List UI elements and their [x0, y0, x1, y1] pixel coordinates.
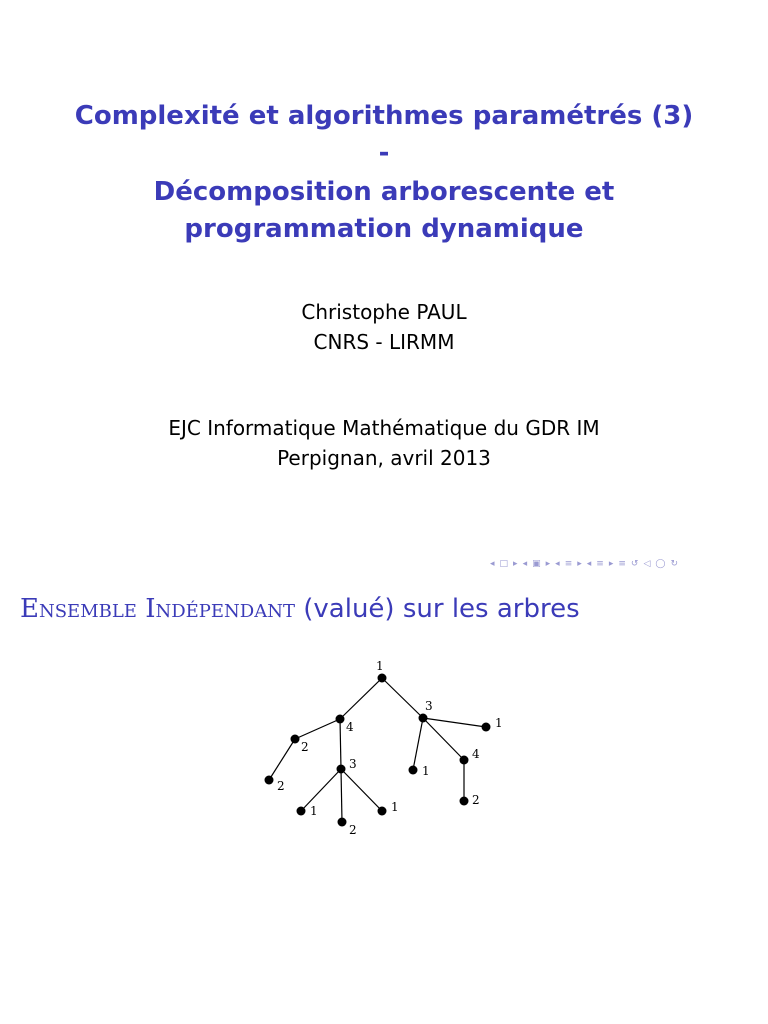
tree-node — [460, 756, 469, 765]
tree-node-weight-label: 2 — [472, 793, 480, 807]
nav-doc-prev-icon[interactable]: ◂ — [586, 559, 592, 569]
tree-edge — [382, 678, 423, 718]
tree-node — [378, 807, 387, 816]
nav-doc-next-icon[interactable]: ▸ — [608, 559, 614, 569]
tree-node-weight-label: 2 — [277, 779, 285, 793]
nav-search-icon[interactable]: ◯ — [655, 559, 666, 569]
event: EJC Informatique Mathématique du GDR IM — [168, 416, 600, 440]
tree-node-weight-label: 1 — [376, 659, 384, 673]
affiliation: CNRS - LIRMM — [313, 330, 455, 354]
tree-edge — [423, 718, 486, 727]
tree-node — [338, 818, 347, 827]
nav-doc-icon[interactable]: ≡ — [596, 559, 604, 569]
tree-node-weight-label: 3 — [349, 757, 357, 771]
tree-node — [409, 766, 418, 775]
tree-node-weight-label: 1 — [495, 716, 503, 730]
tree-edge — [413, 718, 423, 770]
nav-back-icon[interactable]: ↺ — [630, 559, 639, 569]
tree-edge — [341, 769, 382, 811]
tree-edge — [340, 719, 341, 769]
nav-frame-prev-icon[interactable]: ◂ — [490, 559, 495, 569]
tree-node — [337, 765, 346, 774]
nav-section-prev-icon[interactable]: ◂ — [555, 559, 560, 569]
slide-title-line-1: Complexité et algorithmes paramétrés (3) — [74, 101, 694, 131]
nav-appendix-icon[interactable]: ≡ — [618, 559, 626, 569]
tree-node-weight-label: 1 — [310, 804, 318, 818]
nav-subsection-prev-icon[interactable]: ◂ — [522, 559, 528, 569]
tree-edge — [295, 719, 340, 739]
nav-frame-icon[interactable]: □ — [499, 559, 509, 569]
place-date: Perpignan, avril 2013 — [277, 446, 491, 470]
tree-edge — [341, 769, 342, 822]
frame-title-rest: (valué) sur les arbres — [295, 594, 580, 624]
slide-title-line-2: - — [378, 138, 390, 168]
author: Christophe PAUL — [301, 300, 467, 324]
tree-node — [482, 723, 491, 732]
tree-node-weight-label: 1 — [391, 800, 399, 814]
tree-node-weight-label: 2 — [301, 740, 309, 754]
tree-node — [378, 674, 387, 683]
nav-search-left-icon[interactable]: ◁ — [643, 559, 651, 569]
slide-title-line-3: Décomposition arborescente et — [153, 177, 615, 207]
nav-section-icon[interactable]: ≡ — [564, 559, 573, 569]
nav-subsection-next-icon[interactable]: ▸ — [545, 559, 551, 569]
tree-edge — [340, 678, 382, 719]
tree-node-weight-label: 4 — [472, 747, 480, 761]
nav-frame-next-icon[interactable]: ▸ — [513, 559, 518, 569]
slide-title-line-4: programmation dynamique — [184, 214, 584, 244]
tree-node-weight-label: 3 — [425, 699, 433, 713]
weighted-tree-figure — [250, 656, 530, 836]
tree-edge — [269, 739, 295, 780]
tree-edge — [423, 718, 464, 760]
tree-node-weight-label: 4 — [346, 720, 354, 734]
tree-node-weight-label: 1 — [422, 764, 430, 778]
tree-node — [460, 797, 469, 806]
tree-node — [336, 715, 345, 724]
frame-title-smallcaps: Ensemble Indépendant — [20, 594, 295, 624]
frame-title — [20, 592, 580, 626]
tree-node — [265, 776, 274, 785]
nav-forward-icon[interactable]: ↻ — [670, 559, 679, 569]
tree-node — [297, 807, 306, 816]
tree-slide — [0, 580, 768, 1024]
nav-subsection-icon[interactable]: ▣ — [532, 559, 541, 569]
nav-section-next-icon[interactable]: ▸ — [577, 559, 582, 569]
beamer-navigation-bar[interactable] — [490, 557, 760, 571]
tree-edge — [301, 769, 341, 811]
tree-node — [291, 735, 300, 744]
tree-node-weight-label: 2 — [349, 823, 357, 837]
tree-node — [419, 714, 428, 723]
